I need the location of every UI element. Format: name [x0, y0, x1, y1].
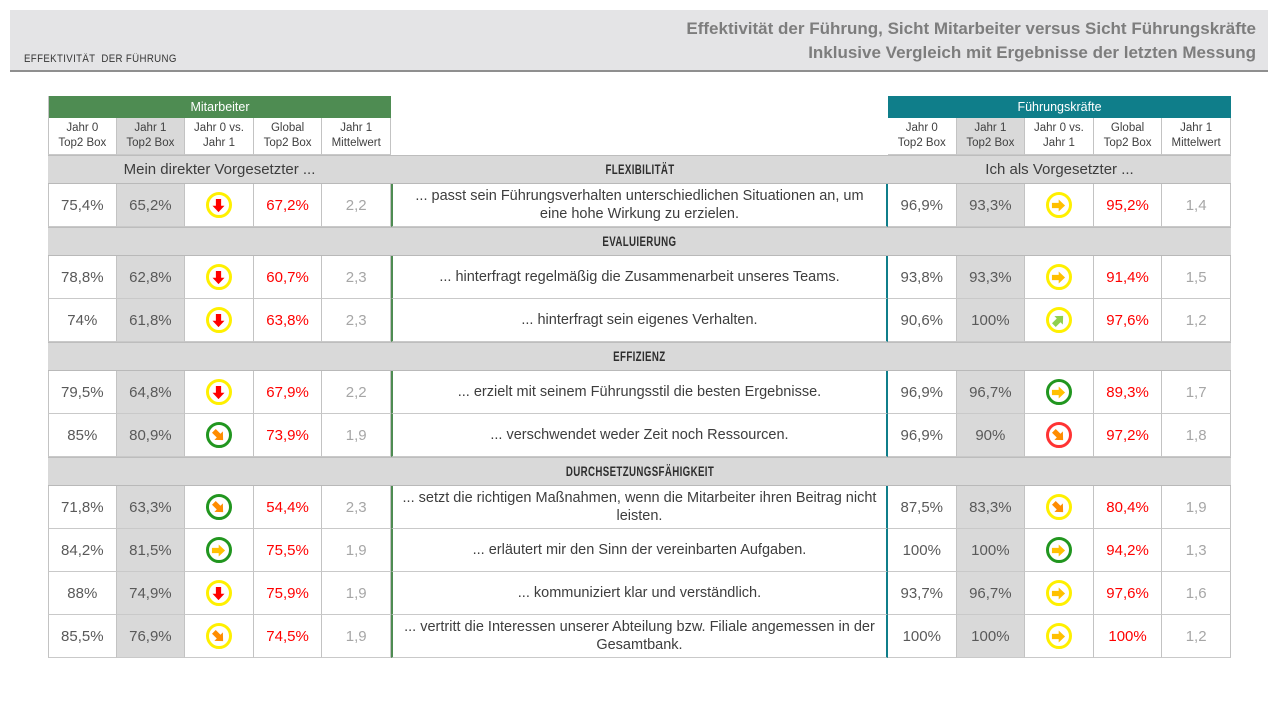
data-row	[48, 414, 1231, 457]
column-header-line2: Mittelwert	[1171, 137, 1221, 149]
section-title: EFFIZIENZ	[613, 349, 666, 364]
statement-cell: ... hinterfragt sein eigenes Verhalten.	[391, 299, 888, 342]
global-top2-cell: 63,8%	[254, 299, 323, 342]
trend-arrow-icon	[1046, 580, 1072, 606]
section-title: FLEXIBILITÄT	[604, 162, 675, 177]
fuehrungskraefte-column-header	[1162, 118, 1231, 155]
mittelwert-cell: 1,6	[1162, 572, 1231, 615]
trend-arrow-icon	[1046, 623, 1072, 649]
global-top2-cell: 54,4%	[254, 486, 323, 529]
section-header-cell	[48, 457, 1231, 486]
trend-arrow-icon	[1046, 307, 1072, 333]
jahr1-top2-cell: 81,5%	[117, 529, 186, 572]
jahr1-top2-cell: 96,7%	[957, 371, 1026, 414]
trend-arrow-icon	[206, 537, 232, 563]
fuehrungskraefte-statement-label: Ich als Vorgesetzter ...	[888, 155, 1231, 184]
jahr0-top2-cell: 85,5%	[48, 615, 117, 658]
mittelwert-cell: 2,3	[322, 256, 391, 299]
trend-arrow-icon	[1046, 264, 1072, 290]
jahr0-top2-cell: 93,8%	[888, 256, 957, 299]
statement-cell: ... erzielt mit seinem Führungsstil die besten Ergebnisse.	[391, 371, 888, 414]
fuehrungskraefte-column-header	[957, 118, 1026, 155]
column-header-line1: Jahr 0 vs.	[1034, 121, 1084, 134]
mitarbeiter-column-header	[117, 118, 186, 155]
statement-cell: ... setzt die richtigen Maßnahmen, wenn die Mitarbeiter ihren Beitrag nicht leisten.	[391, 486, 888, 529]
jahr0-top2-cell: 79,5%	[48, 371, 117, 414]
jahr1-top2-cell: 93,3%	[957, 256, 1026, 299]
section-title: EVALUIERUNG	[602, 234, 677, 249]
top-header-bar	[10, 10, 1268, 72]
mitarbeiter-column-header	[254, 118, 323, 155]
jahr0-top2-cell: 100%	[888, 529, 957, 572]
column-header-spacer	[391, 118, 888, 155]
mittelwert-cell: 1,9	[322, 414, 391, 457]
jahr1-top2-cell: 76,9%	[117, 615, 186, 658]
trend-cell	[185, 486, 254, 529]
mittelwert-cell: 2,3	[322, 486, 391, 529]
data-row	[48, 572, 1231, 615]
trend-cell	[185, 414, 254, 457]
fuehrungskraefte-column-header	[888, 118, 957, 155]
mitarbeiter-column-header	[322, 118, 391, 155]
global-top2-cell: 97,2%	[1094, 414, 1163, 457]
column-header-line2: Top2 Box	[126, 137, 175, 149]
section-header-cell	[391, 155, 888, 184]
mittelwert-cell: 1,8	[1162, 414, 1231, 457]
jahr0-top2-cell: 96,9%	[888, 414, 957, 457]
statement-cell: ... verschwendet weder Zeit noch Ressourcen.	[391, 414, 888, 457]
mittelwert-cell: 2,2	[322, 184, 391, 227]
jahr1-top2-cell: 63,3%	[117, 486, 186, 529]
statement-cell: ... hinterfragt regelmäßig die Zusammenarbeit unseres Teams.	[391, 256, 888, 299]
data-row	[48, 299, 1231, 342]
trend-arrow-icon	[1046, 422, 1072, 448]
column-header-line1: Jahr 0	[905, 121, 938, 134]
column-header-line2: Jahr 1	[1042, 137, 1075, 149]
global-top2-cell: 80,4%	[1094, 486, 1163, 529]
mittelwert-cell: 1,2	[1162, 299, 1231, 342]
mittelwert-cell: 1,7	[1162, 371, 1231, 414]
data-row	[48, 529, 1231, 572]
global-top2-cell: 94,2%	[1094, 529, 1163, 572]
jahr1-top2-cell: 100%	[957, 615, 1026, 658]
statement-cell: ... kommuniziert klar und verständlich.	[391, 572, 888, 615]
data-row	[48, 256, 1231, 299]
group-header-mitarbeiter: Mitarbeiter	[48, 96, 391, 118]
column-header-line1: Jahr 1	[974, 121, 1007, 134]
trend-cell	[1025, 615, 1094, 658]
page-title	[686, 17, 1256, 65]
jahr1-top2-cell: 80,9%	[117, 414, 186, 457]
data-row	[48, 615, 1231, 658]
statement-label-row	[48, 155, 1231, 184]
global-top2-cell: 75,5%	[254, 529, 323, 572]
trend-arrow-icon	[206, 623, 232, 649]
trend-cell	[1025, 486, 1094, 529]
page-title-line1: Effektivität der Führung, Sicht Mitarbeiter versus Sicht Führungskräfte	[686, 19, 1256, 38]
column-header-line1: Jahr 0	[66, 121, 99, 134]
global-top2-cell: 89,3%	[1094, 371, 1163, 414]
trend-cell	[185, 529, 254, 572]
global-top2-cell: 60,7%	[254, 256, 323, 299]
jahr1-top2-cell: 96,7%	[957, 572, 1026, 615]
jahr0-top2-cell: 74%	[48, 299, 117, 342]
mittelwert-cell: 1,4	[1162, 184, 1231, 227]
trend-arrow-icon	[206, 264, 232, 290]
mittelwert-cell: 1,9	[322, 529, 391, 572]
trend-cell	[1025, 414, 1094, 457]
section-header-cell	[48, 227, 1231, 256]
mittelwert-cell: 1,9	[322, 572, 391, 615]
jahr0-top2-cell: 96,9%	[888, 371, 957, 414]
statement-cell: ... erläutert mir den Sinn der vereinbarten Aufgaben.	[391, 529, 888, 572]
trend-cell	[1025, 256, 1094, 299]
trend-arrow-icon	[206, 580, 232, 606]
mittelwert-cell: 1,9	[322, 615, 391, 658]
trend-cell	[185, 572, 254, 615]
column-header-line2: Top2 Box	[966, 137, 1015, 149]
trend-cell	[1025, 371, 1094, 414]
mittelwert-cell: 1,5	[1162, 256, 1231, 299]
jahr0-top2-cell: 75,4%	[48, 184, 117, 227]
mitarbeiter-column-header	[48, 118, 117, 155]
comparison-table	[48, 96, 1231, 658]
jahr0-top2-cell: 78,8%	[48, 256, 117, 299]
jahr1-top2-cell: 83,3%	[957, 486, 1026, 529]
global-top2-cell: 97,6%	[1094, 572, 1163, 615]
jahr1-top2-cell: 65,2%	[117, 184, 186, 227]
column-header-line2: Jahr 1	[203, 137, 235, 149]
column-header-line1: Global	[270, 121, 305, 134]
trend-arrow-icon	[206, 379, 232, 405]
fuehrungskraefte-column-header	[1094, 118, 1163, 155]
mittelwert-cell: 2,3	[322, 299, 391, 342]
jahr0-top2-cell: 85%	[48, 414, 117, 457]
jahr0-top2-cell: 88%	[48, 572, 117, 615]
jahr1-top2-cell: 93,3%	[957, 184, 1026, 227]
jahr1-top2-cell: 74,9%	[117, 572, 186, 615]
trend-cell	[185, 184, 254, 227]
trend-cell	[1025, 572, 1094, 615]
trend-cell	[185, 256, 254, 299]
jahr0-top2-cell: 71,8%	[48, 486, 117, 529]
trend-cell	[185, 615, 254, 658]
mitarbeiter-statement-label: Mein direkter Vorgesetzter ...	[48, 155, 391, 184]
trend-cell	[185, 299, 254, 342]
column-header-line1: Jahr 1	[1180, 121, 1213, 134]
global-top2-cell: 67,2%	[254, 184, 323, 227]
trend-arrow-icon	[206, 422, 232, 448]
trend-arrow-icon	[1046, 192, 1072, 218]
group-header-row	[48, 96, 1231, 118]
jahr1-top2-cell: 100%	[957, 529, 1026, 572]
mittelwert-cell: 1,2	[1162, 615, 1231, 658]
column-header-line1: Global	[1110, 121, 1145, 134]
trend-cell	[1025, 529, 1094, 572]
jahr1-top2-cell: 100%	[957, 299, 1026, 342]
section-header-cell	[48, 342, 1231, 371]
jahr0-top2-cell: 93,7%	[888, 572, 957, 615]
mittelwert-cell: 1,9	[1162, 486, 1231, 529]
data-row	[48, 184, 1231, 227]
section-title: DURCHSETZUNGSFÄHIGKEIT	[565, 464, 714, 479]
trend-cell	[185, 371, 254, 414]
jahr0-top2-cell: 100%	[888, 615, 957, 658]
jahr1-top2-cell: 62,8%	[117, 256, 186, 299]
global-top2-cell: 91,4%	[1094, 256, 1163, 299]
global-top2-cell: 97,6%	[1094, 299, 1163, 342]
mittelwert-cell: 2,2	[322, 371, 391, 414]
data-row	[48, 486, 1231, 529]
column-header-line2: Top2 Box	[58, 137, 107, 149]
data-row	[48, 371, 1231, 414]
trend-arrow-icon	[1046, 494, 1072, 520]
group-header-spacer	[391, 96, 888, 118]
trend-arrow-icon	[206, 192, 232, 218]
statement-cell: ... passt sein Führungsverhalten unterschiedlichen Situationen an, um eine hohe Wirkung zu erzielen.	[391, 184, 888, 227]
global-top2-cell: 100%	[1094, 615, 1163, 658]
section-band-row	[48, 457, 1231, 486]
column-header-line1: Jahr 0 vs.	[194, 121, 244, 134]
global-top2-cell: 95,2%	[1094, 184, 1163, 227]
statement-cell: ... vertritt die Interessen unserer Abteilung bzw. Filiale angemessen in der Gesamtbank.	[391, 615, 888, 658]
global-top2-cell: 75,9%	[254, 572, 323, 615]
jahr1-top2-cell: 61,8%	[117, 299, 186, 342]
trend-arrow-icon	[206, 494, 232, 520]
fuehrungskraefte-column-header	[1025, 118, 1094, 155]
global-top2-cell: 74,5%	[254, 615, 323, 658]
section-band-row	[48, 227, 1231, 256]
column-header-line2: Top2 Box	[897, 137, 946, 149]
group-header-fuehrungskraefte: Führungskräfte	[888, 96, 1231, 118]
trend-arrow-icon	[206, 307, 232, 333]
jahr0-top2-cell: 90,6%	[888, 299, 957, 342]
column-header-line2: Mittelwert	[331, 137, 381, 149]
trend-arrow-icon	[1046, 537, 1072, 563]
column-header-row	[48, 118, 1231, 155]
column-header-line2: Top2 Box	[1103, 137, 1152, 149]
jahr0-top2-cell: 87,5%	[888, 486, 957, 529]
global-top2-cell: 67,9%	[254, 371, 323, 414]
jahr0-top2-cell: 84,2%	[48, 529, 117, 572]
page-title-line2: Inklusive Vergleich mit Ergebnisse der letzten Messung	[808, 42, 1256, 62]
trend-arrow-icon	[1046, 379, 1072, 405]
trend-cell	[1025, 299, 1094, 342]
section-band-row	[48, 342, 1231, 371]
column-header-line2: Top2 Box	[263, 137, 312, 149]
jahr1-top2-cell: 64,8%	[117, 371, 186, 414]
mitarbeiter-column-header	[185, 118, 254, 155]
report-section-label: EFFEKTIVITÄT DER FÜHRUNG	[24, 53, 177, 65]
trend-cell	[1025, 184, 1094, 227]
jahr0-top2-cell: 96,9%	[888, 184, 957, 227]
mittelwert-cell: 1,3	[1162, 529, 1231, 572]
jahr1-top2-cell: 90%	[957, 414, 1026, 457]
global-top2-cell: 73,9%	[254, 414, 323, 457]
column-header-line1: Jahr 1	[340, 121, 373, 134]
column-header-line1: Jahr 1	[134, 121, 167, 134]
